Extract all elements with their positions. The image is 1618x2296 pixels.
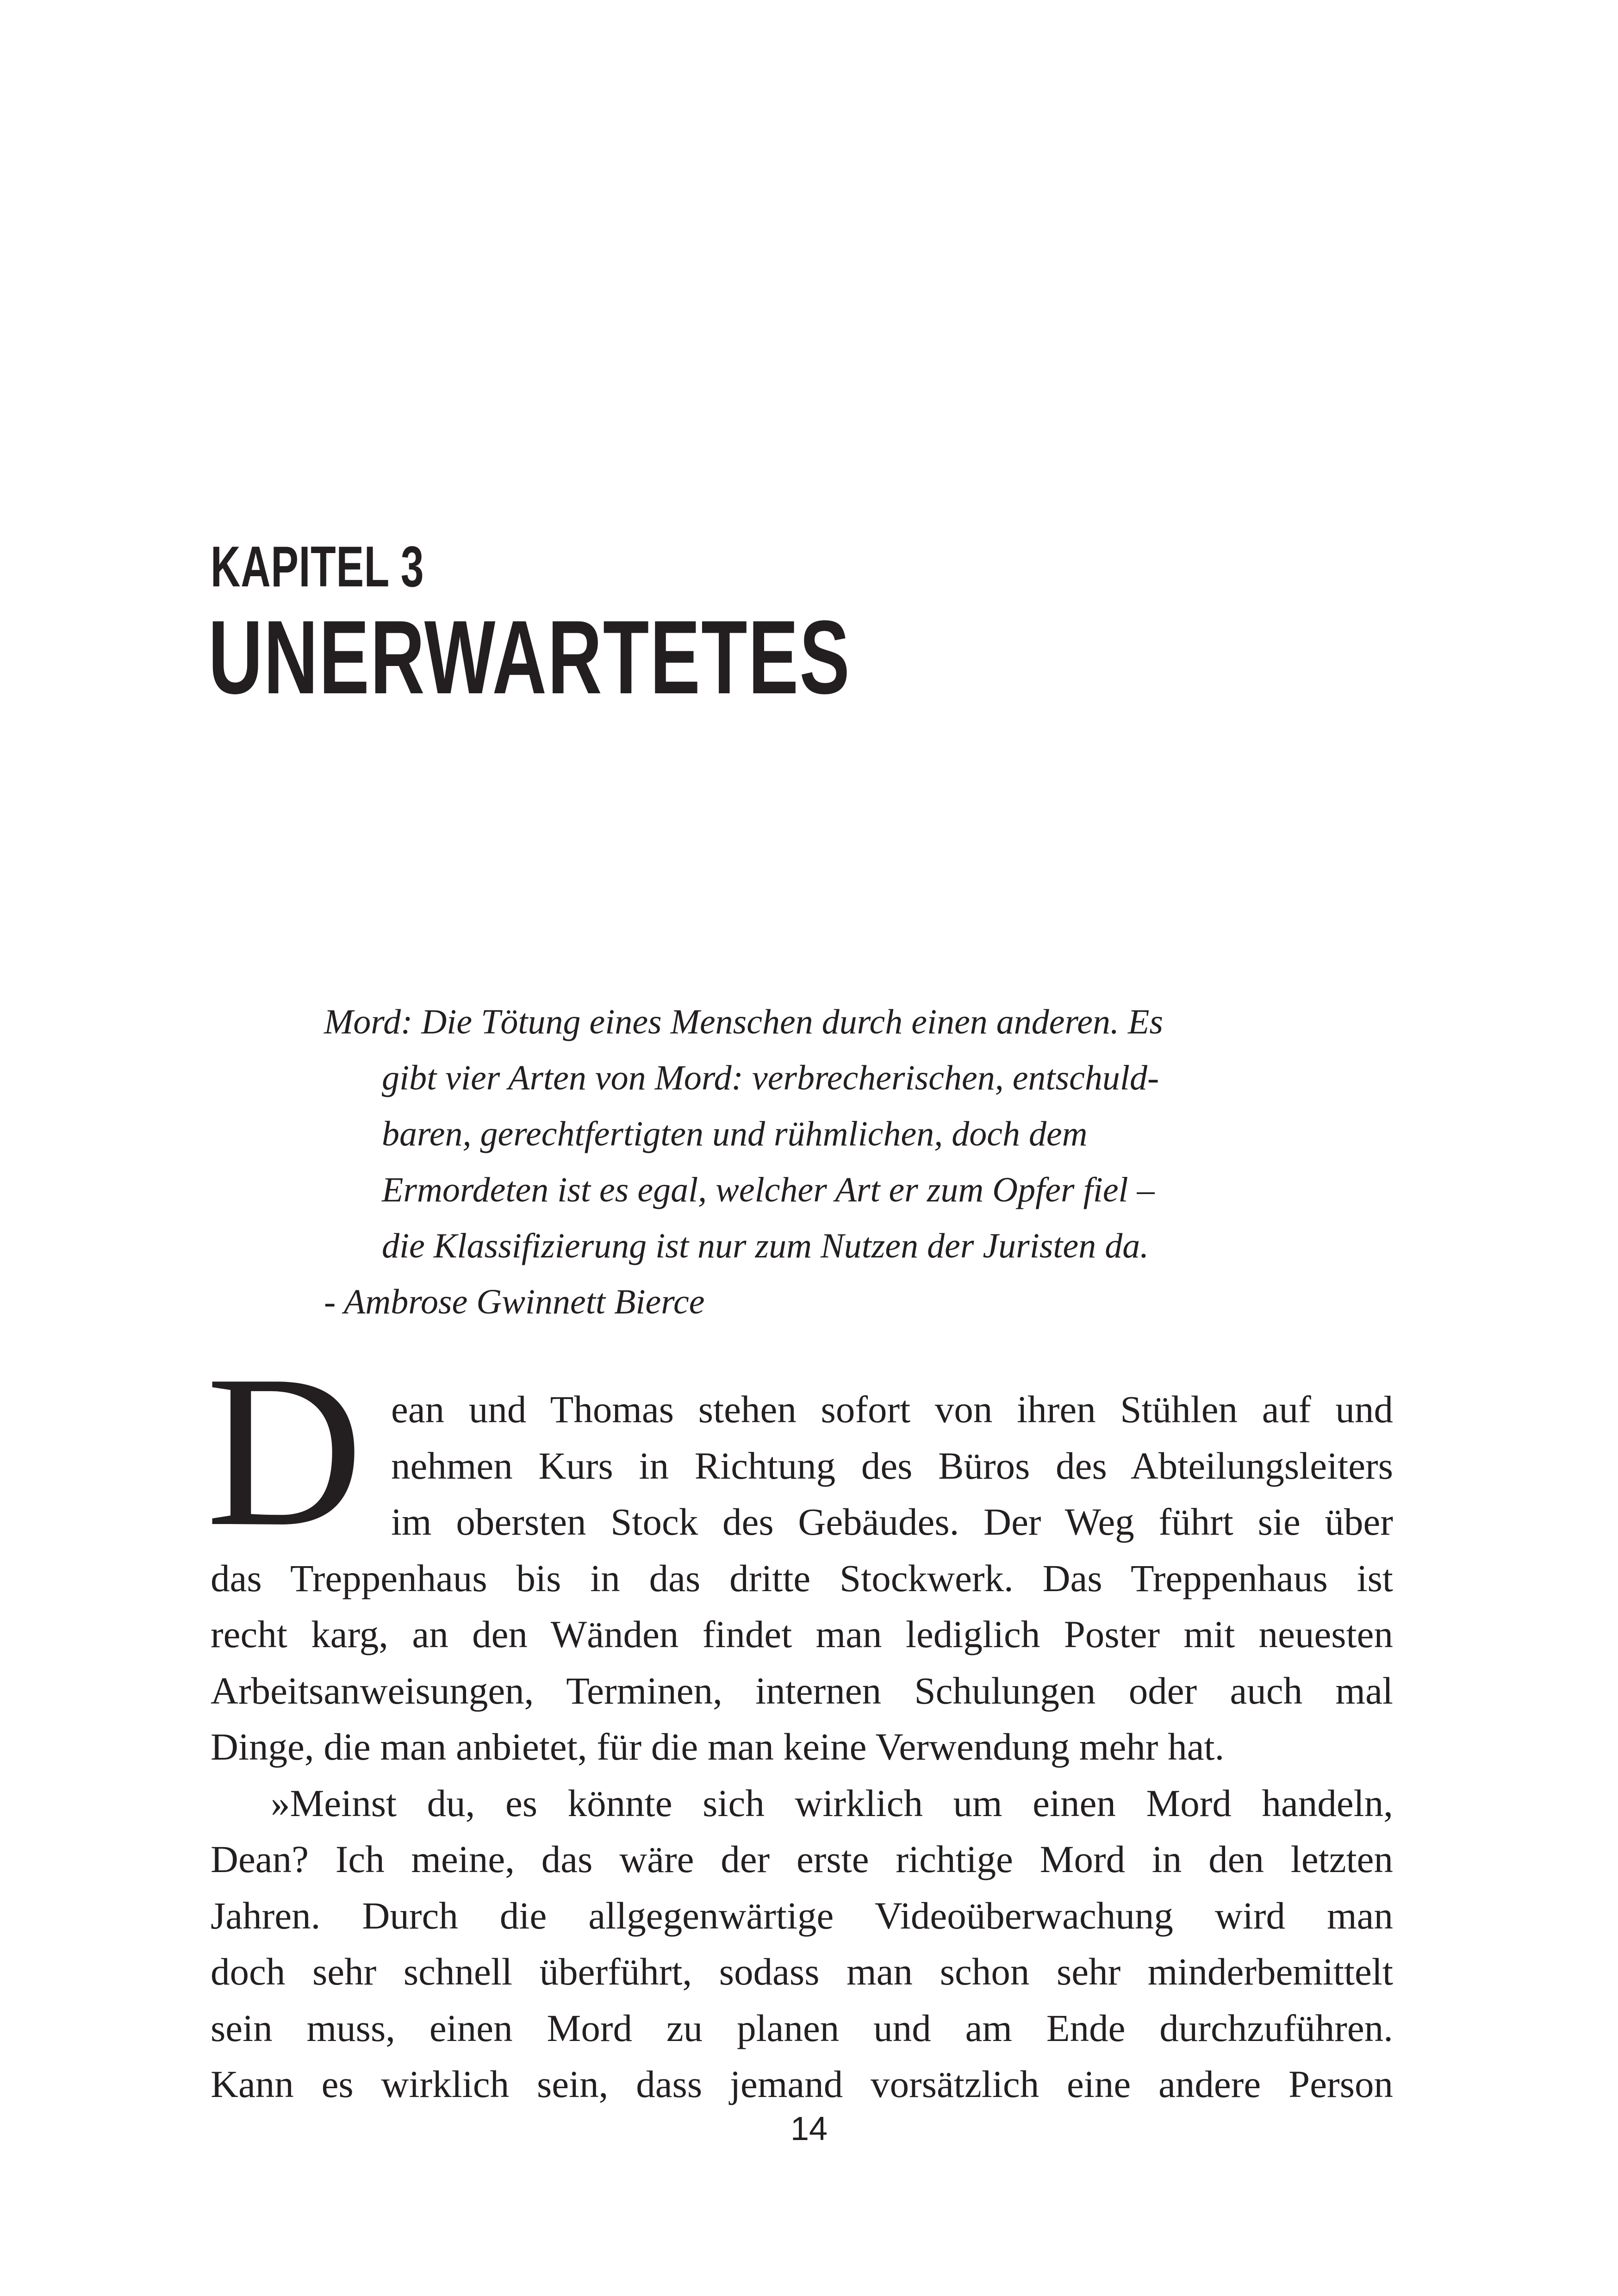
body-line: doch sehr schnell überführt, sodass man schon sehr minderbemittelt <box>211 1950 1393 1993</box>
body-line: »Meinst du, es könnte sich wirklich um einen Mord handeln, <box>271 1781 1393 1824</box>
epigraph-line: baren, gerechtfertigten und rühmlichen, doch dem <box>382 1114 1088 1153</box>
epigraph-attribution: - Ambrose Gwinnett Bierce <box>324 1282 705 1321</box>
epigraph-line: Ermordeten ist es egal, welcher Art er zum Opfer fiel – <box>382 1170 1155 1209</box>
epigraph-line: gibt vier Arten von Mord: verbrecherischen, entschuld- <box>382 1058 1159 1097</box>
body-line: das Treppenhaus bis in das dritte Stockwerk. Das Treppenhaus ist <box>211 1556 1393 1599</box>
body-line: Kann es wirklich sein, dass jemand vorsätzlich eine andere Person <box>211 2063 1393 2105</box>
body-line: Jahren. Durch die allgegenwärtige Videoüberwachung wird man <box>211 1894 1393 1937</box>
body-line: Dinge, die man anbietet, für die man keine Verwendung mehr hat. <box>211 1725 1225 1768</box>
drop-cap: D <box>206 1330 363 1571</box>
body-line: nehmen Kurs in Richtung des Büros des Abteilungsleiters <box>391 1444 1393 1487</box>
epigraph-line: Mord: Die Tötung eines Menschen durch einen anderen. Es <box>324 1002 1164 1041</box>
page-number: 14 <box>790 2110 828 2147</box>
body-line: recht karg, an den Wänden findet man lediglich Poster mit neuesten <box>211 1613 1393 1655</box>
epigraph <box>324 994 1296 1330</box>
body-line: im obersten Stock des Gebäudes. Der Weg führt sie über <box>391 1500 1393 1543</box>
body-text <box>211 1381 1393 2113</box>
body-line: sein muss, einen Mord zu planen und am Ende durchzuführen. <box>211 2006 1393 2049</box>
body-line: Dean? Ich meine, das wäre der erste richtige Mord in den letzten <box>211 1838 1393 1880</box>
chapter-label: KAPITEL 3 <box>211 535 424 599</box>
epigraph-line: die Klassifizierung ist nur zum Nutzen der Juristen da. <box>382 1226 1149 1265</box>
body-line: ean und Thomas stehen sofort von ihren Stühlen auf und <box>391 1388 1393 1431</box>
body-line: Arbeitsanweisungen, Terminen, internen Schulungen oder auch mal <box>211 1669 1393 1712</box>
chapter-title: UNERWARTETES <box>208 598 851 716</box>
